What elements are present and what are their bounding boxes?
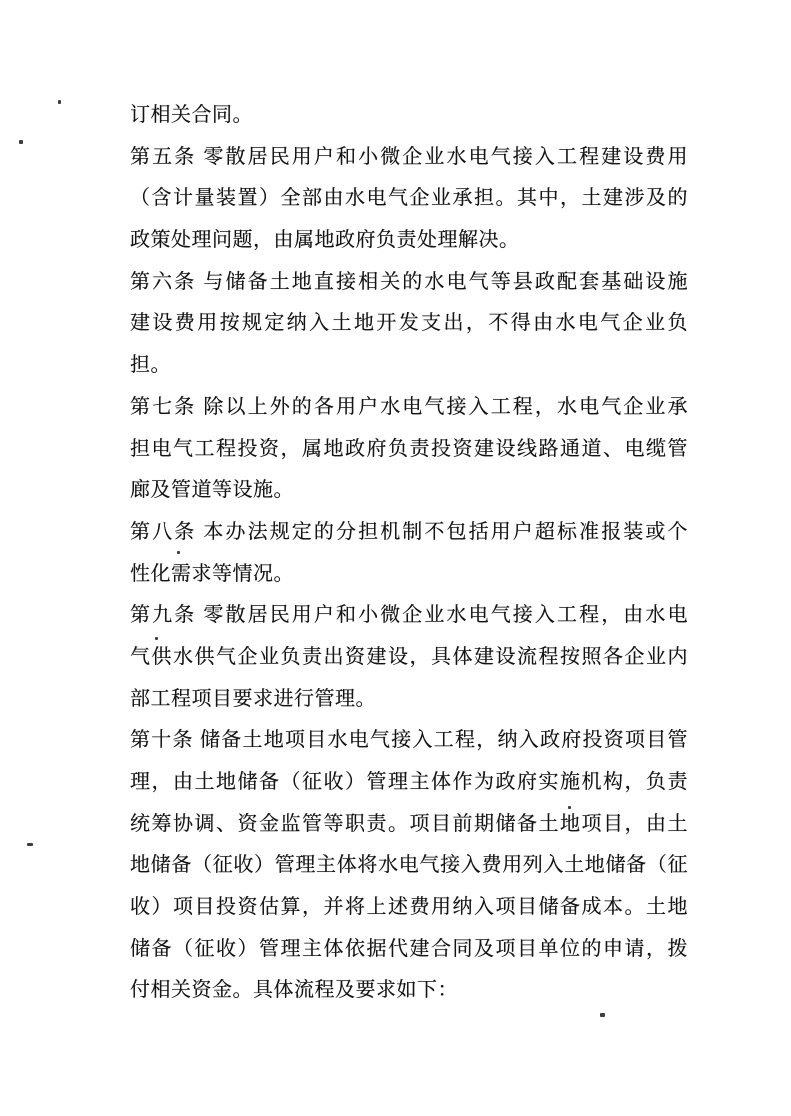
text-line: 理，由土地储备（征收）管理主体作为政府实施机构，负责 [130, 771, 688, 793]
para-article-7 [130, 387, 688, 512]
text-line: 第九条 零散居民用户和小微企业水电气接入工程，由水电 [130, 604, 688, 627]
text-line: 担。 [130, 354, 171, 377]
para-article-6 [130, 262, 688, 387]
scan-speck [27, 843, 33, 846]
para-continuation [130, 95, 688, 137]
scan-speck [155, 637, 158, 640]
para-article-9 [130, 595, 688, 720]
para-article-10 [130, 720, 688, 1012]
para-article-8 [130, 512, 688, 595]
text-line: 地储备（征收）管理主体将水电气接入费用列入土地储备（征 [130, 854, 688, 877]
text-line: 建设费用按规定纳入土地开发支出，不得由水电气企业负 [130, 312, 688, 335]
document-body [130, 95, 688, 1012]
text-line: 廊及管道等设施。 [130, 479, 294, 502]
text-line: 付相关资金。具体流程及要求如下： [130, 979, 458, 1002]
text-line: 部工程项目要求进行管理。 [130, 687, 376, 710]
text-line: 第七条 除以上外的各用户水电气接入工程，水电气企业承 [130, 395, 688, 418]
text-line: 收）项目投资估算，并将上述费用纳入项目储备成本。土地 [130, 896, 688, 919]
text-line: 订相关合同。 [130, 104, 253, 126]
scan-speck [58, 100, 61, 104]
text-line: 性化需求等情况。 [130, 562, 294, 585]
text-line: 第六条 与储备土地直接相关的水电气等县政配套基础设施 [130, 270, 688, 293]
text-line: 第五条 零散居民用户和小微企业水电气接入工程建设费用 [130, 145, 688, 168]
scan-speck [177, 551, 180, 554]
text-line: 政策处理问题，由属地政府负责处理解决。 [130, 229, 520, 252]
scan-speck [19, 140, 23, 144]
text-line: 担电气工程投资，属地政府负责投资建设线路通道、电缆管 [130, 437, 688, 460]
text-line: 第十条 储备土地项目水电气接入工程，纳入政府投资项目管 [130, 729, 688, 752]
para-article-5 [130, 137, 688, 262]
scan-speck [568, 806, 571, 809]
text-line: 统筹协调、资金监管等职责。项目前期储备土地项目，由土 [130, 812, 688, 835]
text-line: 储备（征收）管理主体依据代建合同及项目单位的申请，拨 [130, 937, 688, 960]
scan-speck [600, 1013, 605, 1017]
text-line: （含计量装置）全部由水电气企业承担。其中，土建涉及的 [130, 187, 688, 210]
text-line: 第八条 本办法规定的分担机制不包括用户超标准报装或个 [130, 520, 688, 543]
text-line: 气供水供气企业负责出资建设，具体建设流程按照各企业内 [130, 645, 688, 668]
